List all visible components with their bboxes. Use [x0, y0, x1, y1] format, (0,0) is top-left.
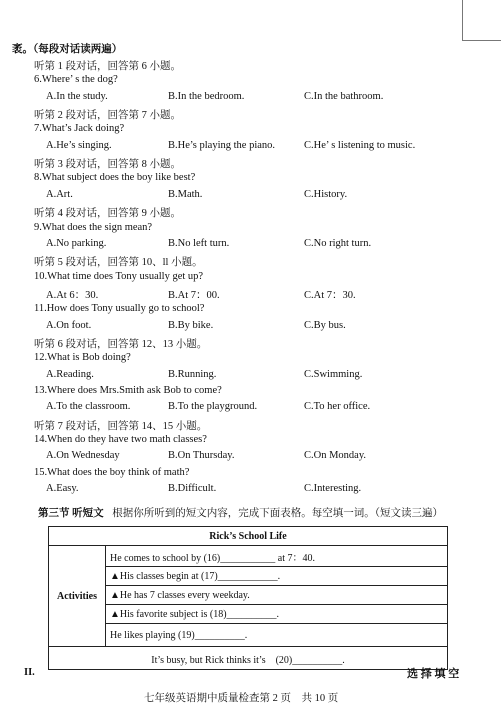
instruction-text: 听第 3 段对话，回答第 8 小题。 [34, 159, 181, 171]
row-label-activities: Activities [49, 546, 106, 647]
option-b: B.Running. [168, 368, 217, 380]
option-a: A.In the study. [46, 90, 108, 102]
option-a: A.On foot. [46, 319, 92, 331]
instruction-text: 听第 5 段对话，回答第 10、ll 小题。 [34, 257, 203, 269]
option-b: B.On Thursday. [168, 450, 235, 462]
option-b: B.In the bedroom. [168, 90, 245, 102]
crop-mark-vertical [462, 0, 463, 40]
section3-label: 第三节 听短文 [38, 508, 104, 519]
option-a: A.At 6：30. [46, 289, 99, 301]
page-footer: 七年级英语期中质量检查第 2 页 共 10 页 [144, 693, 339, 704]
option-a: A.On Wednesday [46, 450, 120, 462]
table-row-18: ▲His favorite subject is (18)__________. [106, 605, 448, 624]
option-b: B.No left turn. [168, 237, 230, 249]
option-b: B.By bike. [168, 319, 214, 331]
option-c: C.To her office. [304, 401, 371, 413]
question-text: 11.How does Tony usually go to school? [34, 303, 205, 315]
section3-instruction: 根据你所听到的短文内容，完成下面表格。每空填一词。（短文读三遍） [112, 508, 443, 519]
instruction-text: 听第 2 段对话，回答第 7 小题。 [34, 110, 181, 122]
question-text: 7.What’s Jack doing? [34, 123, 125, 135]
question-text: 8.What subject does the boy like best? [34, 172, 196, 184]
table-row-16: He comes to school by (16)___________ at 7：40. [106, 546, 448, 567]
instruction-text: 听第 4 段对话，回答第 9 小题。 [34, 208, 181, 220]
instruction-text: 听第 1 段对话，回答第 6 小题。 [34, 61, 181, 72]
question-text: 15.What does the boy think of math? [34, 466, 190, 478]
table-row-17: ▲His classes begin at (17)____________. [106, 567, 448, 586]
table-row-20: It’s busy, but Rick thinks it’s (20)__________. [49, 647, 448, 670]
option-c: C.In the bathroom. [304, 90, 384, 102]
option-b: B.To the playground. [168, 401, 258, 413]
option-c: C.Interesting. [304, 483, 362, 495]
table-row-19: He likes playing (19)__________. [106, 624, 448, 647]
option-c: C.At 7：30. [304, 289, 356, 301]
table-title: Rick’s School Life [49, 527, 448, 546]
option-c: C.Swimming. [304, 368, 363, 380]
question-text: 14.When do they have two math classes? [34, 434, 207, 446]
right-heading: 选 择 填 空 [407, 668, 460, 680]
option-c: C.By bus. [304, 319, 346, 331]
question-text: 10.What time does Tony usually get up? [34, 270, 204, 282]
option-c: C.On Monday. [304, 450, 367, 462]
question-text: 12.What is Bob doing? [34, 352, 131, 364]
option-b: B.Difficult. [168, 483, 217, 495]
instruction-text: 听第 6 段对话，回答第 12、13 小题。 [34, 338, 208, 350]
option-a: A.Art. [46, 188, 73, 200]
section3-heading [38, 505, 443, 520]
crop-mark-horizontal [462, 40, 501, 41]
option-c: C.History. [304, 188, 348, 200]
option-a: A.He’s singing. [46, 139, 112, 151]
question-text: 13.Where does Mrs.Smith ask Bob to come? [34, 385, 222, 396]
option-a: A.Easy. [46, 483, 79, 495]
option-b: B.At 7：00. [168, 289, 220, 301]
option-a: A.No parking. [46, 237, 107, 249]
option-c: C.He’ s listening to music. [304, 139, 416, 151]
school-life-table [48, 526, 448, 670]
option-a: A.To the classroom. [46, 401, 131, 413]
section-intro: 袤。（每段对话读两遍） [12, 44, 123, 55]
question-text: 6.Where’ s the dog? [34, 74, 118, 86]
option-c: C.No right turn. [304, 237, 372, 249]
option-b: B.He’s playing the piano. [168, 139, 276, 151]
question-text: 9.What does the sign mean? [34, 221, 153, 233]
instruction-text: 听第 7 段对话，回答第 14、15 小题。 [34, 420, 208, 432]
option-b: B.Math. [168, 188, 203, 200]
option-a: A.Reading. [46, 368, 94, 380]
part2-label: II. [24, 667, 35, 678]
table-row-classes: ▲He has 7 classes every weekday. [106, 586, 448, 605]
